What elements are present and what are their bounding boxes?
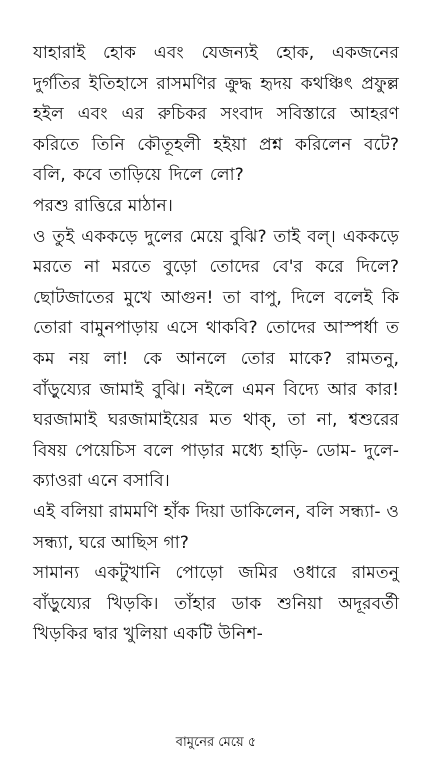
paragraph-4: এই বলিয়া রামমণি হাঁক দিয়া ডাকিলেন, বলি সন্ধ্যা- ও সন্ধ্যা, ঘরে আছিস গা?	[33, 501, 399, 553]
paragraph-2: পরশু রাত্তিরে মাঠান।	[33, 195, 173, 216]
page-footer: বামুনের মেয়ে ৫	[175, 735, 257, 750]
paragraph-1: যাহারাই হোক এবং যেজন্যই হোক, একজনের দুর্গতির ইতিহাসে রাসমণির ক্রুদ্ধ হৃদয় কথঞ্চিৎ প্রফুল্ল হইল এবং এর রুচিকর সংবাদ সবিস্তারে আহরণ করিতে তিনি কৌতূহলী হইয়া প্রশ্ন করিলেন বটে? বলি, কবে তাড়িয়ে দিলে লো?	[33, 43, 399, 186]
paragraph-5: সামান্য একটুখানি পোড়ো জমির ওধারে রামতনু বাঁড়ুয্যের খিড়কি। তাঁহার ডাক শুনিয়া অদূরবর্তী খিড়কির দ্বার খুলিয়া একটি উনিশ-	[33, 563, 399, 645]
page-body	[33, 38, 399, 650]
paragraph-3: ও তুই এককড়ে দুলের মেয়ে বুঝি? তাই বল্। এককড়ে মরতে না মরতে বুড়ো তোদের বে'র করে দিলে? ছোটজাতের মুখে আগুন! তা বাপু, দিলে বলেই কি তোরা বামুনপাড়ায় এসে থাকবি? তোদের আস্পর্ধা ত কম নয় লা! কে আনলে তোর মাকে? রামতনু, বাঁড়ুয্যের জামাই বুঝি। নইলে এমন বিদ্যে আর কার! ঘরজামাই ঘরজামাইয়ের মত থাক্, তা না, শ্বশুরের বিষয় পেয়েচিস বলে পাড়ার মধ্যে হাড়ি- ডোম- দুলে- ক্যাওরা এনে বসাবি।	[33, 226, 399, 492]
